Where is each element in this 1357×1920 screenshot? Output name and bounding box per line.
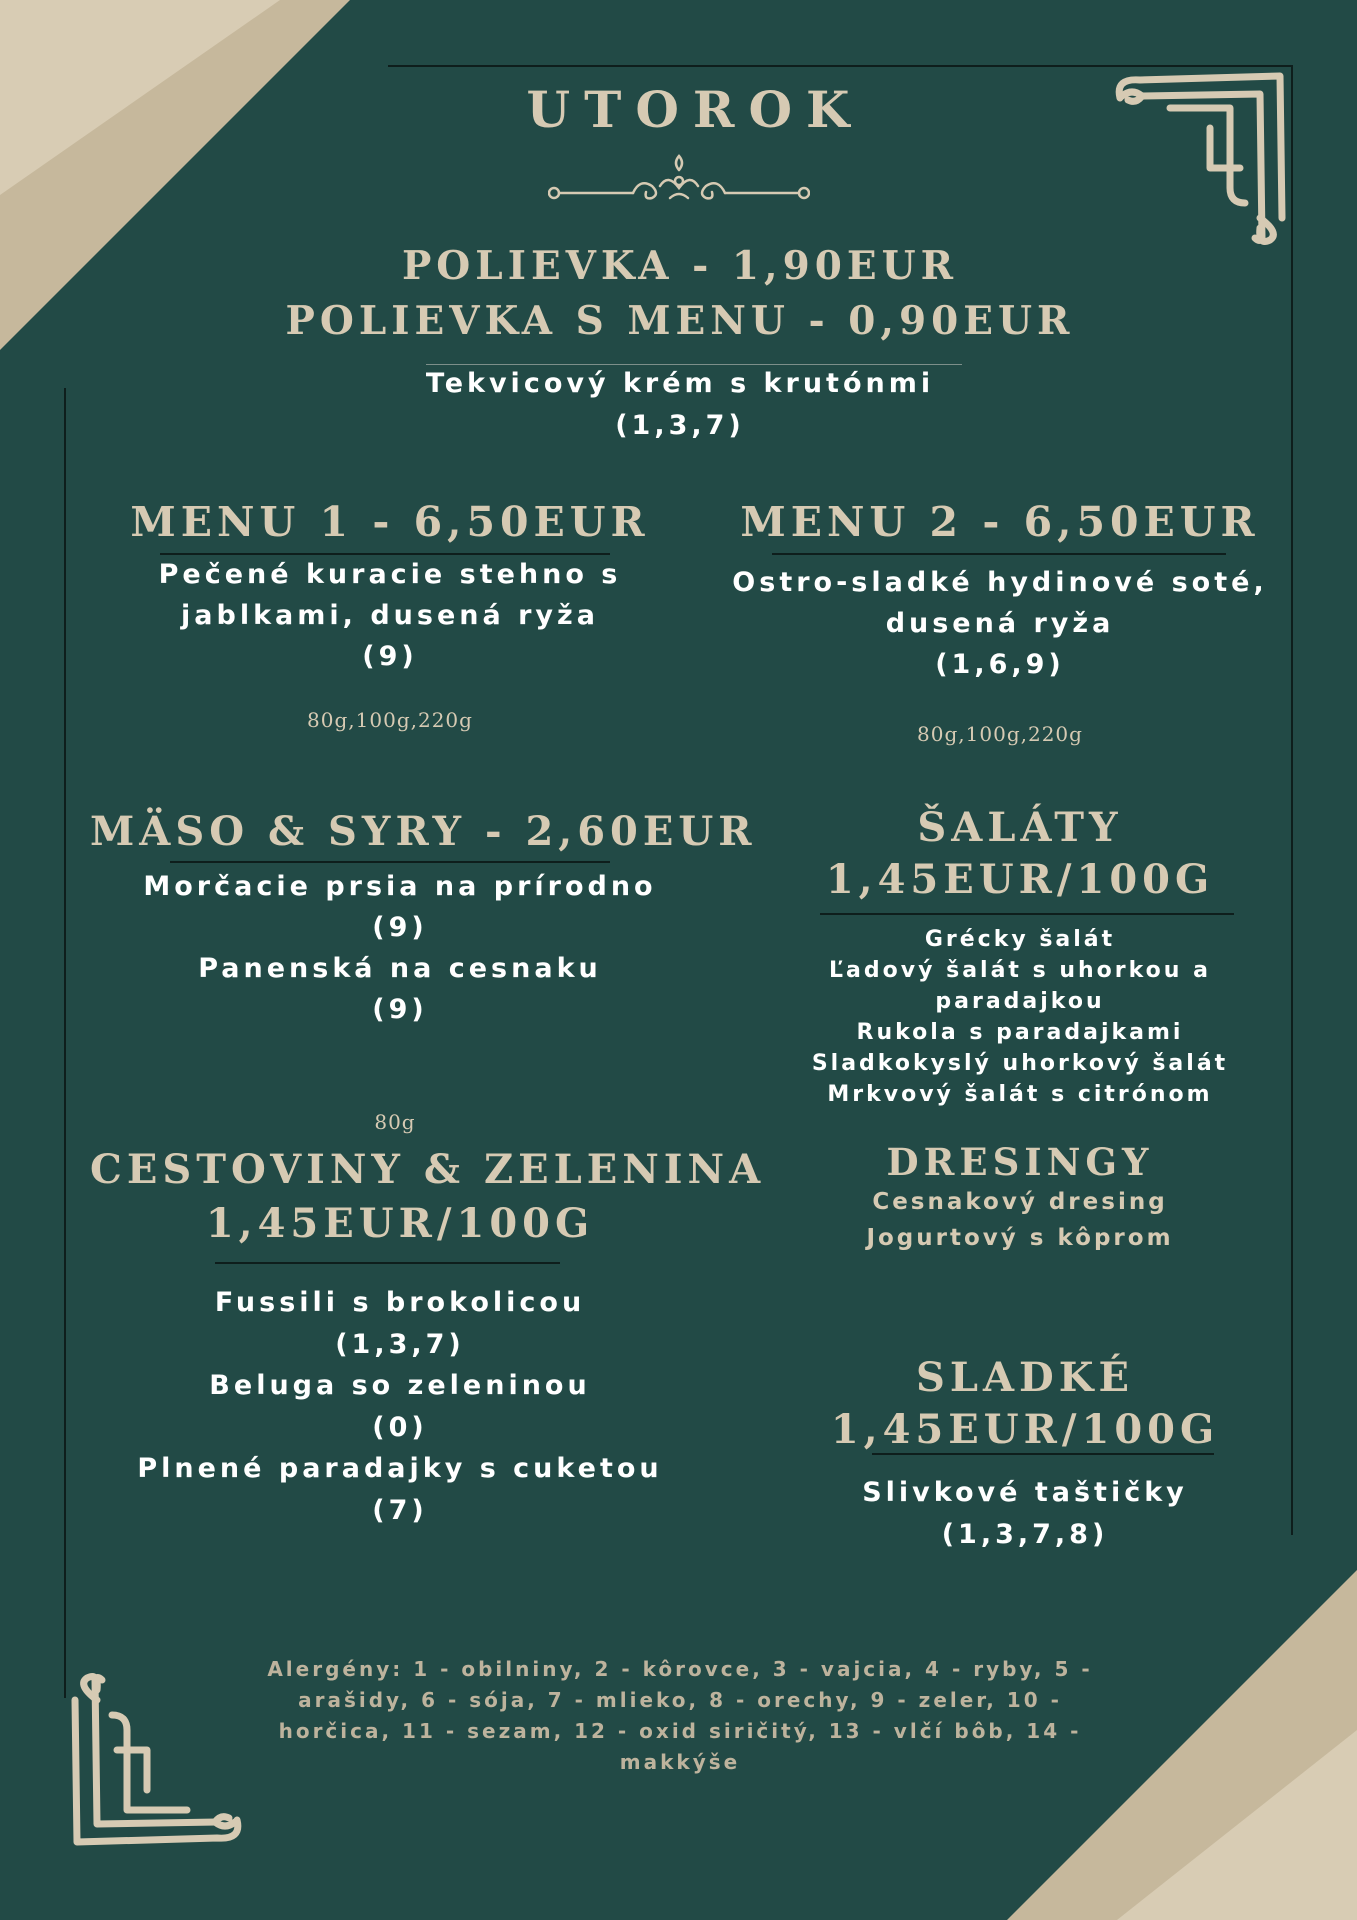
- salad-item: Sladkokyslý uhorkový šalát: [811, 1051, 1229, 1076]
- pasta-item-allergens: (7): [372, 1494, 428, 1526]
- meat-item-allergens: (9): [372, 994, 428, 1025]
- salads-divider: [820, 913, 1234, 915]
- salads-items: [760, 924, 1280, 1110]
- menu2-title: MENU 2 - 6,50EUR: [740, 498, 1260, 546]
- salads-title: ŠALÁTY: [917, 804, 1123, 851]
- menu1-weights: 80g,100g,220g: [307, 708, 473, 732]
- salad-item: Grécky šalát: [924, 927, 1116, 952]
- menu1-dish: [100, 554, 680, 677]
- frame-top-line: [388, 65, 1293, 67]
- menu2-allergens: (1,6,9): [935, 649, 1065, 680]
- allergen-note-line: Alergény: 1 - obilniny, 2 - kôrovce, 3 - vajcia, 4 - ryby, 5 -: [267, 1657, 1093, 1681]
- menu2-dish-line: Ostro-sladké hydinové soté,: [732, 567, 1268, 598]
- allergen-note-line: makkýše: [619, 1750, 741, 1774]
- soup-price: POLIEVKA - 1,90EUR: [401, 243, 958, 289]
- sweet-dish: Slivkové taštičky: [862, 1477, 1188, 1508]
- menu2-dish: [700, 562, 1300, 685]
- pasta-divider: [215, 1262, 560, 1264]
- menu1-title: MENU 1 - 6,50EUR: [130, 498, 650, 546]
- day-title: UTOROK: [526, 80, 864, 139]
- dressing-item: Jogurtový s kôprom: [866, 1225, 1174, 1251]
- dressings-items: [760, 1184, 1280, 1256]
- meat-divider: [170, 861, 610, 863]
- salads-price: 1,45EUR/100G: [825, 856, 1215, 903]
- pasta-item-allergens: (0): [372, 1411, 428, 1443]
- salad-item: Ľadový šalát s uhorkou a: [829, 958, 1211, 983]
- menu2-weights: 80g,100g,220g: [917, 722, 1083, 746]
- meat-weight: 80g: [374, 1110, 416, 1134]
- pasta-item-name: Fussili s brokolicou: [214, 1287, 586, 1318]
- allergen-note: [200, 1654, 1160, 1778]
- soup-menu-price: POLIEVKA S MENU - 0,90EUR: [285, 298, 1075, 344]
- allergen-note-line: arašidy, 6 - sója, 7 - mlieko, 8 - orechy, 9 - zeler, 10 -: [298, 1688, 1062, 1712]
- frame-right-line: [1291, 65, 1293, 1535]
- salad-item: Mrkvový šalát s citrónom: [827, 1082, 1213, 1107]
- flourish-divider-icon: [548, 148, 810, 208]
- allergen-note-line: horčica, 11 - sezam, 12 - oxid siričitý, 13 - vlčí bôb, 14 -: [278, 1719, 1082, 1743]
- pasta-title: CESTOVINY & ZELENINA: [90, 1146, 766, 1193]
- menu1-dish-line: Pečené kuracie stehno s: [158, 559, 622, 590]
- pasta-item-allergens: (1,3,7): [335, 1328, 465, 1360]
- sweet-allergens: (1,3,7,8): [941, 1519, 1109, 1550]
- corner-ornament-top-right-icon: [1110, 68, 1295, 248]
- salad-item: Rukola s paradajkami: [856, 1020, 1184, 1045]
- meat-items: [90, 866, 710, 1030]
- meat-item-name: Panenská na cesnaku: [198, 953, 602, 984]
- pasta-price: 1,45EUR/100G: [205, 1200, 595, 1247]
- salad-item: paradajkou: [935, 989, 1105, 1014]
- pasta-items: [90, 1282, 710, 1531]
- dressings-title: DRESINGY: [886, 1140, 1154, 1184]
- meat-item-name: Morčacie prsia na prírodno: [143, 871, 657, 902]
- dressing-item: Cesnakový dresing: [872, 1189, 1168, 1215]
- soup-allergens: (1,3,7): [615, 410, 745, 441]
- menu1-allergens: (9): [362, 641, 418, 672]
- menu2-dish-line: dusená ryža: [885, 608, 1115, 639]
- soup-divider: [426, 364, 962, 365]
- sweet-price: 1,45EUR/100G: [830, 1406, 1220, 1453]
- soup-dish: Tekvicový krém s krutónmi: [425, 368, 935, 399]
- meat-title: MÄSO & SYRY - 2,60EUR: [90, 808, 757, 855]
- menu1-dish-line: jablkami, dusená ryža: [181, 600, 599, 631]
- sweet-divider: [872, 1453, 1214, 1455]
- sweet-title: SLADKÉ: [916, 1354, 1134, 1401]
- menu2-divider: [772, 553, 1226, 555]
- meat-item-allergens: (9): [372, 912, 428, 943]
- pasta-item-name: Plnené paradajky s cuketou: [137, 1453, 663, 1484]
- frame-left-line: [64, 388, 66, 1698]
- pasta-item-name: Beluga so zeleninou: [209, 1370, 591, 1401]
